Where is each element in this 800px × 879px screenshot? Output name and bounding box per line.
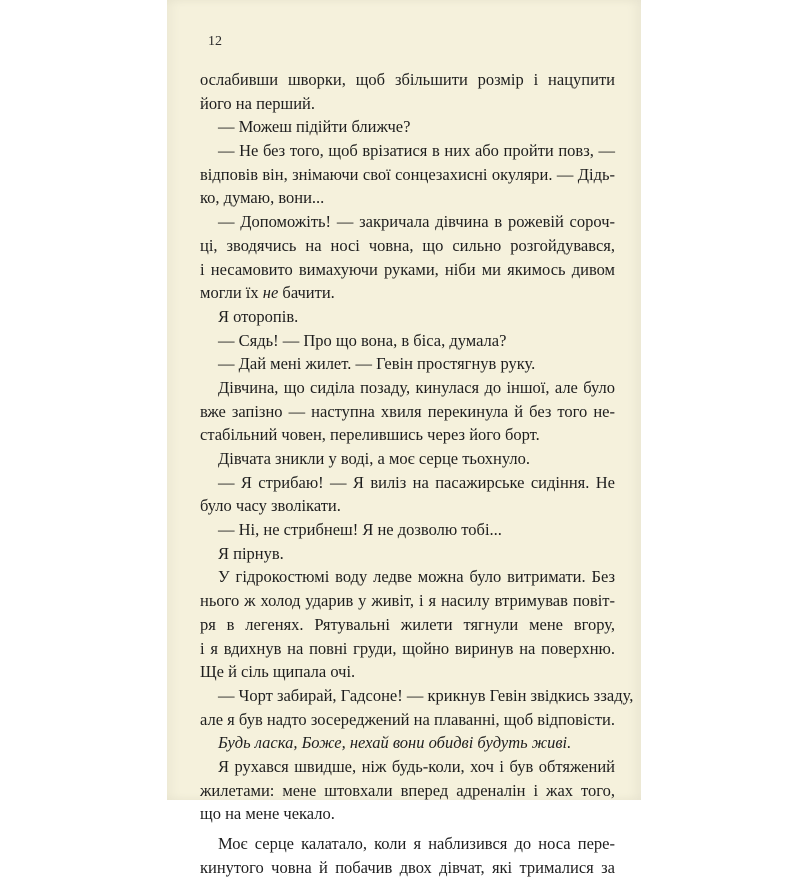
text-line: стабільний човен, перелившись через його борт. xyxy=(200,425,540,445)
text-line: — Допоможіть! — закричала дівчина в рожевій сороч- xyxy=(218,212,615,232)
text-line: ці, зводячись на носі човна, що сильно розгойдувався, xyxy=(200,235,615,255)
text-line: ослабивши шворки, щоб збільшити розмір і нацупити xyxy=(200,70,615,89)
page-text xyxy=(200,68,634,879)
text-line: і я вдихнув на повні груди, щойно виринув на поверхню. xyxy=(200,638,615,658)
text-line xyxy=(200,731,615,755)
text-line: що на мене чекало. xyxy=(200,804,335,824)
italic-text: Будь ласка, Боже, нехай вони обидві будуть живі. xyxy=(218,733,572,753)
text-line: У гідрокостюмі воду ледве можна було витримати. Без xyxy=(218,567,615,587)
text-line: Я пірнув. xyxy=(218,543,284,563)
text-line: — Ні, не стрибнеш! Я не дозволю тобі... xyxy=(218,520,502,540)
page-number: 12 xyxy=(208,34,222,49)
text-line: — Чорт забирай, Гадсоне! — крикнув Гевін звідкись ззаду, xyxy=(218,685,634,705)
text-line: Я оторопів. xyxy=(218,306,299,326)
text-line: ря в легенях. Рятувальні жилети тягнули мене вгору, xyxy=(200,614,615,634)
text-line: кинутого човна й побачив двох дівчат, які трималися за xyxy=(200,857,615,877)
text-line: жилетами: мене штовхали вперед адреналін і жах того, xyxy=(200,780,615,800)
text-run: бачити. xyxy=(278,283,335,303)
text-line: — Не без того, щоб врізатися в них або пройти повз, — xyxy=(218,141,615,161)
text-line: нього ж холод ударив у живіт, і я насилу втримував повіт- xyxy=(200,591,615,611)
text-line: вже запізно — наступна хвиля перекинула й без того не- xyxy=(200,401,615,421)
text-run: могли їх xyxy=(200,283,263,303)
text-line: відповів він, знімаючи свої сонцезахисні окуляри. — Дідь- xyxy=(200,164,615,184)
text-line: — Сядь! — Про що вона, в біса, думала? xyxy=(218,330,507,350)
text-line: Ще й сіль щипала очі. xyxy=(200,662,356,682)
text-line: — Дай мені жилет. — Гевін простягнув руку. xyxy=(218,354,536,374)
text-line: його на перший. xyxy=(200,93,315,113)
text-line: — Я стрибаю! — Я виліз на пасажирське сидіння. Не xyxy=(218,472,615,492)
text-line: але я був надто зосереджений на плаванні, щоб відповісти. xyxy=(200,709,615,729)
text-line: Дівчата зникли у воді, а моє серце тьохнуло. xyxy=(218,449,531,468)
text-line: ко, думаю, вони... xyxy=(200,188,325,208)
text-line: — Можеш підійти ближче? xyxy=(218,117,411,137)
text-line: і несамовито вимахуючи руками, ніби ми якимось дивом xyxy=(200,259,615,279)
text-line: Моє серце калатало, коли я наблизився до носа пере- xyxy=(218,834,615,853)
italic-text: не xyxy=(262,283,279,303)
text-line: Дівчина, що сиділа позаду, кинулася до іншої, але було xyxy=(218,377,615,397)
text-line xyxy=(200,281,615,305)
text-line: Я рухався швидше, ніж будь-коли, хоч і був обтяжений xyxy=(218,756,615,776)
text-line: було часу зволікати. xyxy=(200,496,341,516)
